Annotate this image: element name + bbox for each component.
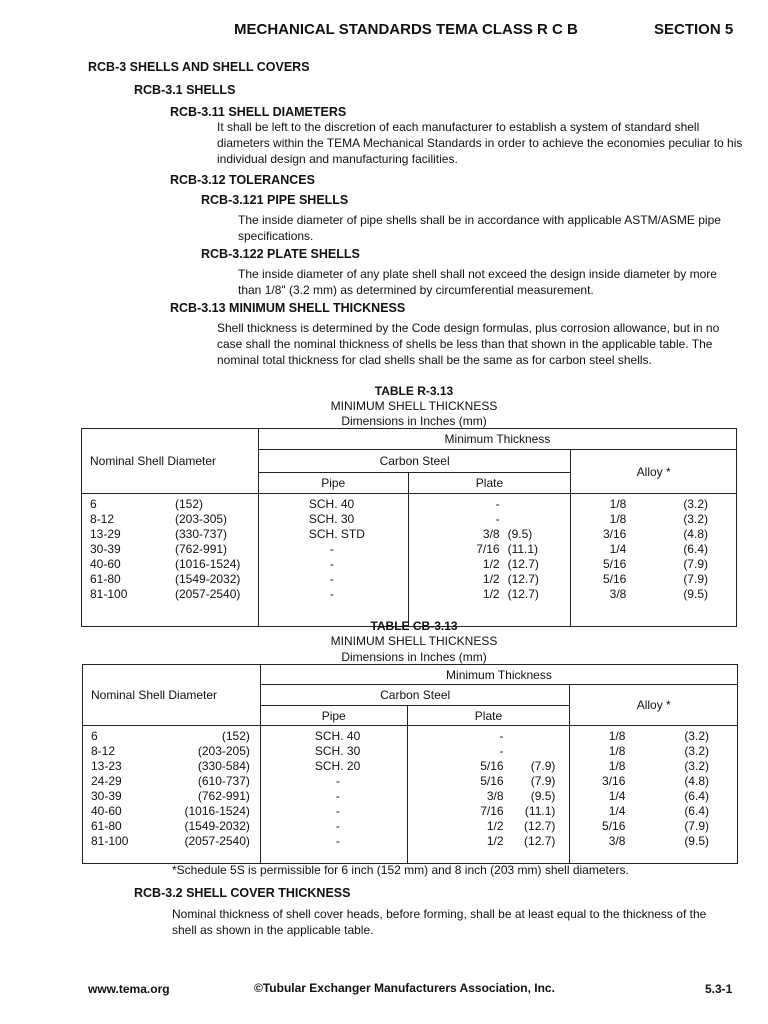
table-row: (9.5) xyxy=(530,789,556,803)
table-row: (203-305) xyxy=(175,512,228,526)
table-row: 5/16 xyxy=(480,774,504,788)
table-row: SCH. 30 xyxy=(314,744,361,758)
table-r-nominal-mm xyxy=(175,497,258,602)
table-row: 24-29 xyxy=(91,774,122,788)
table-row: (7.9) xyxy=(683,557,708,571)
table-row: (1016-1524) xyxy=(184,804,250,818)
table-row: - xyxy=(499,729,504,743)
table-row: (12.7) xyxy=(524,819,556,833)
table-row: (330-584) xyxy=(197,759,250,773)
table-cb-plate-mm xyxy=(504,729,570,849)
table-cb-nominal-in xyxy=(83,729,171,849)
table-row: - xyxy=(335,819,340,833)
table-row: - xyxy=(335,834,340,848)
table-row: SCH. 40 xyxy=(308,497,355,511)
table-r-plate-in xyxy=(409,497,500,602)
table-row: - xyxy=(329,572,334,586)
heading-rcb-3-13: RCB-3.13 MINIMUM SHELL THICKNESS xyxy=(170,301,406,315)
heading-rcb-3-12: RCB-3.12 TOLERANCES xyxy=(170,173,315,187)
table-row: 13-29 xyxy=(90,527,121,541)
table-row: 3/16 xyxy=(603,527,627,541)
table-row: (3.2) xyxy=(684,759,709,773)
table-row xyxy=(508,512,571,527)
footer-copyright: ©Tubular Exchanger Manufacturers Association, Inc. xyxy=(254,981,555,995)
table-row: (3.2) xyxy=(684,744,709,758)
table-row: (7.9) xyxy=(530,759,556,773)
table-r-col-nominal xyxy=(82,494,259,627)
table-row: (203-205) xyxy=(197,744,250,758)
table-row: 61-80 xyxy=(90,572,121,586)
table-row: 1/2 xyxy=(482,587,500,601)
table-row: 7/16 xyxy=(476,542,500,556)
table-row: 7/16 xyxy=(480,804,504,818)
table-row: (11.1) xyxy=(524,804,556,818)
table-cb-subtitle: MINIMUM SHELL THICKNESS xyxy=(330,634,498,648)
table-row: 1/2 xyxy=(482,557,500,571)
table-r-header-min-thickness: Minimum Thickness xyxy=(258,429,736,450)
table-r-alloy-mm xyxy=(626,497,736,602)
table-cb-units: Dimensions in Inches (mm) xyxy=(341,650,487,664)
table-row: (6.4) xyxy=(684,789,709,803)
table-row: - xyxy=(329,542,334,556)
table-r-header-alloy: Alloy * xyxy=(571,450,737,494)
table-row: - xyxy=(335,789,340,803)
table-cb-col-pipe xyxy=(260,726,407,864)
table-row: (1549-2032) xyxy=(175,572,241,586)
table-r-header-carbon-steel: Carbon Steel xyxy=(258,450,570,473)
table-row: (2057-2540) xyxy=(175,587,241,601)
table-r-3-13 xyxy=(81,428,737,627)
table-row: (6.4) xyxy=(684,804,709,818)
table-r-nominal-in xyxy=(82,497,175,602)
paragraph-cover-thickness: Nominal thickness of shell cover heads, before forming, shall be at least equal to the thickness of the shell as shown in the applicable table. xyxy=(172,907,707,937)
table-row: 3/8 xyxy=(482,527,500,541)
table-row: 1/8 xyxy=(609,512,627,526)
table-row: 8-12 xyxy=(90,512,115,526)
table-row: 3/8 xyxy=(608,834,626,848)
table-row: - xyxy=(329,587,334,601)
footer-website: www.tema.org xyxy=(88,982,170,996)
table-row: 13-23 xyxy=(91,759,122,773)
table-r-col-alloy xyxy=(571,494,737,627)
table-cb-col-alloy xyxy=(570,726,738,864)
table-r-subtitle: MINIMUM SHELL THICKNESS xyxy=(330,399,498,413)
table-r-header-nominal: Nominal Shell Diameter xyxy=(82,429,259,494)
table-row: 1/2 xyxy=(486,819,504,833)
table-row: 61-80 xyxy=(91,819,122,833)
table-cb-3-13 xyxy=(82,664,738,864)
table-row: SCH. 30 xyxy=(308,512,355,526)
table-row: 1/2 xyxy=(486,834,504,848)
table-cb-header-alloy: Alloy * xyxy=(570,685,738,726)
table-row: 81-100 xyxy=(91,834,129,848)
table-row: - xyxy=(335,804,340,818)
table-row: - xyxy=(495,497,500,511)
table-row: (610-737) xyxy=(197,774,250,788)
table-cb-header-pipe: Pipe xyxy=(260,706,407,726)
table-row: (6.4) xyxy=(683,542,708,556)
table-row: 1/4 xyxy=(608,789,626,803)
table-cb-alloy-mm xyxy=(625,729,737,849)
table-cb-header-min-thickness: Minimum Thickness xyxy=(260,665,737,685)
table-cb-title: TABLE CB-3.13 xyxy=(370,619,458,633)
table-row: 3/8 xyxy=(486,789,504,803)
table-row: 1/4 xyxy=(609,542,627,556)
table-row: SCH. STD xyxy=(308,527,365,541)
heading-rcb-3-122: RCB-3.122 PLATE SHELLS xyxy=(201,247,360,261)
table-row: 40-60 xyxy=(90,557,121,571)
heading-rcb-3-2: RCB-3.2 SHELL COVER THICKNESS xyxy=(134,886,351,900)
table-row xyxy=(504,744,556,759)
table-row: 1/8 xyxy=(608,759,626,773)
table-row: (4.8) xyxy=(684,774,709,788)
table-row: (12.7) xyxy=(507,572,539,586)
table-row: 1/8 xyxy=(608,729,626,743)
paragraph-shell-diameters: It shall be left to the discretion of each manufacturer to establish a system of standard shell diameters within the TEMA Mechanical Standards in order to achieve the economies peculiar to his individual design and manufacturing facilities. xyxy=(217,120,743,166)
table-row: (12.7) xyxy=(524,834,556,848)
table-row: (7.9) xyxy=(683,572,708,586)
table-cb-col-plate xyxy=(407,726,570,864)
table-row: (152) xyxy=(221,729,250,743)
table-r-col-pipe xyxy=(258,494,408,627)
table-row: 5/16 xyxy=(603,572,627,586)
table-cb-alloy-in xyxy=(570,729,625,849)
table-row: (3.2) xyxy=(683,497,708,511)
table-row: 1/8 xyxy=(609,497,627,511)
table-row: 40-60 xyxy=(91,804,122,818)
table-r-alloy-in xyxy=(571,497,626,602)
table-row: 5/16 xyxy=(603,557,627,571)
table-row: - xyxy=(495,512,500,526)
table-row: (11.1) xyxy=(507,542,539,556)
table-row: (1016-1524) xyxy=(175,557,241,571)
table-r-title: TABLE R-3.13 xyxy=(374,384,454,398)
table-r-header-pipe: Pipe xyxy=(258,473,408,494)
table-row: (4.8) xyxy=(683,527,708,541)
table-r-header-plate: Plate xyxy=(408,473,571,494)
paragraph-min-thickness: Shell thickness is determined by the Code design formulas, plus corrosion allowance, but in no case shall the nominal thickness of shells be less than that shown in the applicable table. The nominal total thickness for clad shells shall be the same as for carbon steel shells. xyxy=(217,321,720,367)
table-cb-header-plate: Plate xyxy=(407,706,570,726)
table-row: 8-12 xyxy=(91,744,116,758)
table-row: SCH. 20 xyxy=(314,759,361,773)
table-row: - xyxy=(335,774,340,788)
table-row: (3.2) xyxy=(683,512,708,526)
table-row: SCH. 40 xyxy=(314,729,361,743)
table-row: 5/16 xyxy=(602,819,626,833)
table-cb-col-nominal xyxy=(83,726,261,864)
heading-rcb-3: RCB-3 SHELLS AND SHELL COVERS xyxy=(88,60,310,74)
table-row: 30-39 xyxy=(90,542,121,556)
table-row xyxy=(504,729,556,744)
table-row: (9.5) xyxy=(683,587,708,601)
heading-rcb-3-121: RCB-3.121 PIPE SHELLS xyxy=(201,193,349,207)
table-cb-header-nominal: Nominal Shell Diameter xyxy=(83,665,261,726)
paragraph-pipe-shells: The inside diameter of pipe shells shall be in accordance with applicable ASTM/ASME pipe specifications. xyxy=(238,213,721,243)
table-row xyxy=(508,497,571,512)
section-label: SECTION 5 xyxy=(654,21,734,38)
table-row: 1/4 xyxy=(608,804,626,818)
table-row: - xyxy=(329,557,334,571)
table-cb-nominal-mm xyxy=(171,729,260,849)
table-row: 30-39 xyxy=(91,789,122,803)
table-row: 5/16 xyxy=(480,759,504,773)
table-row: 1/8 xyxy=(608,744,626,758)
table-row: 6 xyxy=(91,729,98,743)
table-row: 81-100 xyxy=(90,587,128,601)
table-row: (152) xyxy=(175,497,204,511)
heading-rcb-3-1: RCB-3.1 SHELLS xyxy=(134,83,236,97)
table-row: (7.9) xyxy=(530,774,556,788)
page-title: MECHANICAL STANDARDS TEMA CLASS R C B xyxy=(234,21,578,38)
table-row: (9.5) xyxy=(507,527,533,541)
table-row: (762-991) xyxy=(175,542,228,556)
table-row: 3/16 xyxy=(602,774,626,788)
table-row: (7.9) xyxy=(684,819,709,833)
table-row: (1549-2032) xyxy=(184,819,250,833)
table-footnote: *Schedule 5S is permissible for 6 inch (152 mm) and 8 inch (203 mm) shell diameters. xyxy=(172,863,629,877)
heading-rcb-3-11: RCB-3.11 SHELL DIAMETERS xyxy=(170,105,347,119)
table-row: 6 xyxy=(90,497,97,511)
table-row: 3/8 xyxy=(609,587,627,601)
table-row: (12.7) xyxy=(507,587,539,601)
table-r-plate-mm xyxy=(500,497,571,602)
table-row: (12.7) xyxy=(507,557,539,571)
table-r-units: Dimensions in Inches (mm) xyxy=(341,414,487,428)
table-cb-plate-in xyxy=(408,729,504,849)
table-cb-header-carbon-steel: Carbon Steel xyxy=(260,685,570,706)
table-row: (330-737) xyxy=(175,527,228,541)
table-row: (3.2) xyxy=(684,729,709,743)
table-row: 1/2 xyxy=(482,572,500,586)
table-row: - xyxy=(499,744,504,758)
table-row: (762-991) xyxy=(197,789,250,803)
paragraph-plate-shells: The inside diameter of any plate shell shall not exceed the design inside diameter by more than 1/8" (3.2 mm) as determined by circumferential measurement. xyxy=(238,267,717,297)
table-r-col-plate xyxy=(408,494,571,627)
footer-page-number: 5.3-1 xyxy=(705,982,733,996)
table-row: (2057-2540) xyxy=(184,834,250,848)
table-row: (9.5) xyxy=(684,834,709,848)
